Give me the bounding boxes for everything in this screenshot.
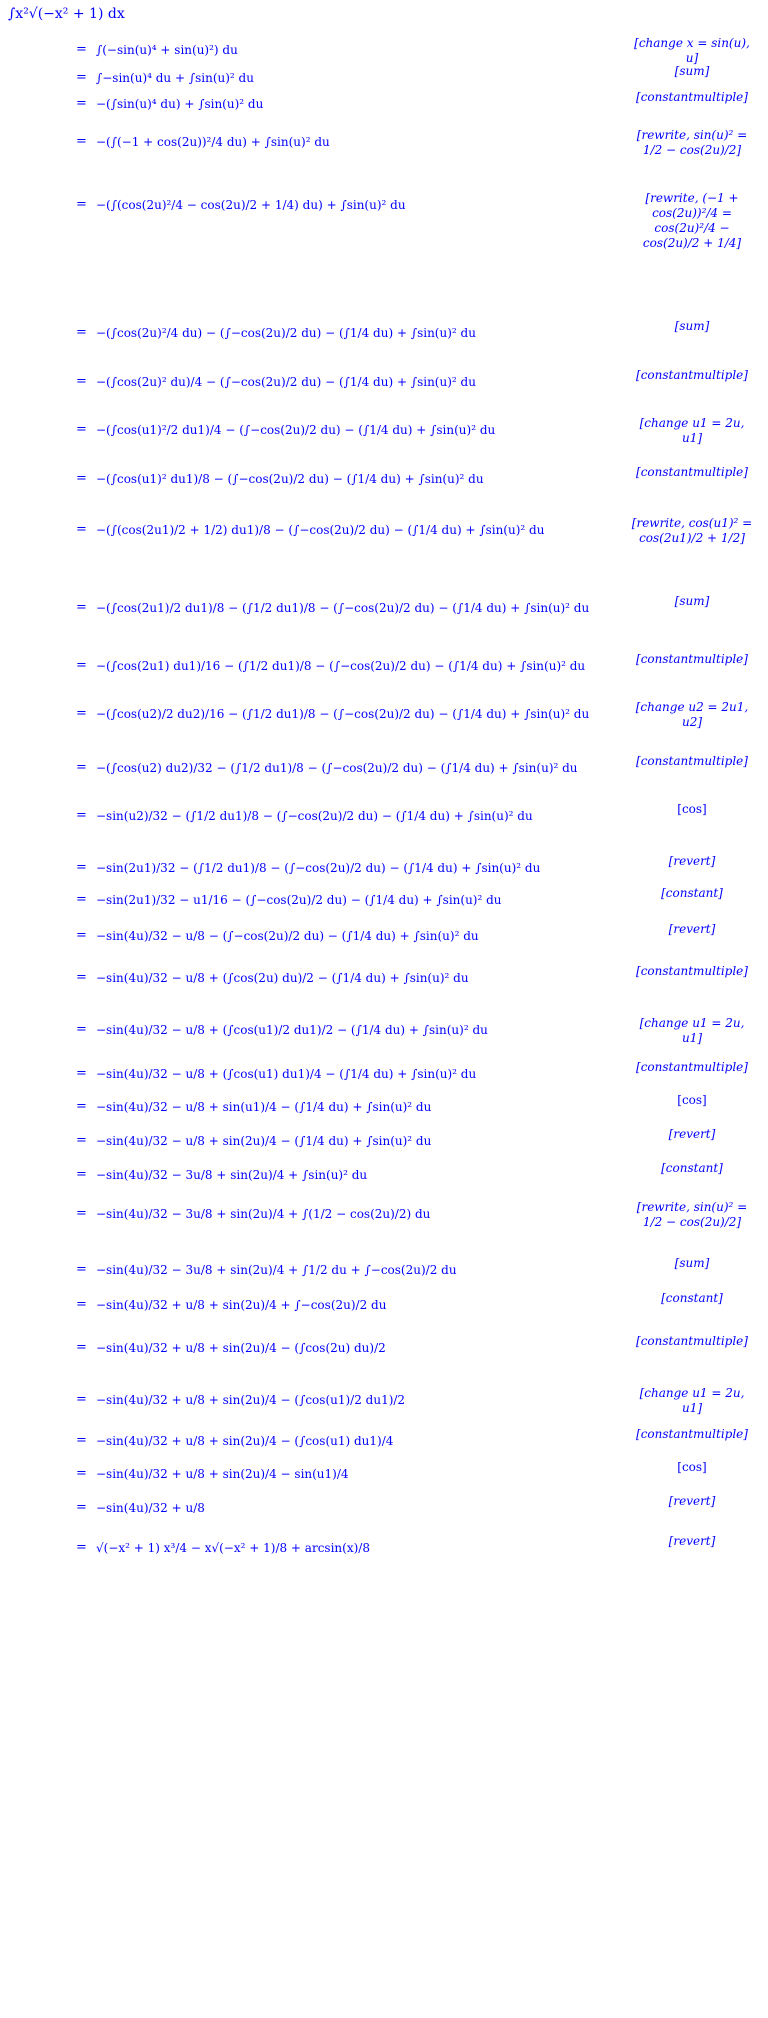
step-expression: −(∫(cos(2u1)/2 + 1/2) du1)/8 − (∫−cos(2u)/2 du) − (∫1/4 du) + ∫sin(u)² du bbox=[96, 523, 545, 537]
step-expression: √(−x² + 1) x³/4 − x√(−x² + 1)/8 + arcsin(x)/8 bbox=[96, 1541, 370, 1555]
step-rule: [rewrite, cos(u1)² = cos(2u1)/2 + 1/2] bbox=[631, 516, 753, 545]
equals-sign: = bbox=[76, 1133, 87, 1148]
step-rule: [revert] bbox=[668, 1534, 716, 1548]
step-expression: −(∫cos(2u)²/4 du) − (∫−cos(2u)/2 du) − (∫1/4 du) + ∫sin(u)² du bbox=[96, 326, 476, 340]
step-rule: [constantmultiple] bbox=[636, 465, 748, 479]
step-expression: −sin(4u)/32 + u/8 bbox=[96, 1501, 205, 1515]
step-rule: [sum] bbox=[674, 1256, 710, 1270]
step-rule: [sum] bbox=[674, 64, 710, 78]
step-expression: −(∫sin(u)⁴ du) + ∫sin(u)² du bbox=[96, 97, 264, 111]
equals-sign: = bbox=[76, 1340, 87, 1355]
step-expression: −(∫cos(2u)² du)/4 − (∫−cos(2u)/2 du) − (∫1/4 du) + ∫sin(u)² du bbox=[96, 375, 476, 389]
equals-sign: = bbox=[76, 1167, 87, 1182]
step-rule: [sum] bbox=[674, 594, 710, 608]
equals-sign: = bbox=[76, 1206, 87, 1221]
step-rule: [constantmultiple] bbox=[636, 964, 748, 978]
equals-sign: = bbox=[76, 1392, 87, 1407]
step-expression: −sin(4u)/32 − 3u/8 + sin(2u)/4 + ∫(1/2 − cos(2u)/2) du bbox=[96, 1207, 431, 1221]
step-expression: −sin(4u)/32 − u/8 + (∫cos(u1) du1)/4 − (∫1/4 du) + ∫sin(u)² du bbox=[96, 1067, 477, 1081]
step-expression: −(∫cos(u2) du2)/32 − (∫1/2 du1)/8 − (∫−cos(2u)/2 du) − (∫1/4 du) + ∫sin(u)² du bbox=[96, 761, 578, 775]
equals-sign: = bbox=[76, 1099, 87, 1114]
step-rule: [constantmultiple] bbox=[636, 90, 748, 104]
step-expression: −sin(4u)/32 − 3u/8 + sin(2u)/4 + ∫1/2 du + ∫−cos(2u)/2 du bbox=[96, 1263, 457, 1277]
step-rule: [cos] bbox=[677, 1093, 707, 1107]
step-expression: −sin(4u)/32 − u/8 − (∫−cos(2u)/2 du) − (∫1/4 du) + ∫sin(u)² du bbox=[96, 929, 479, 943]
equals-sign: = bbox=[76, 1022, 87, 1037]
step-rule: [revert] bbox=[668, 854, 716, 868]
step-rule: [constant] bbox=[661, 1291, 723, 1305]
step-rule: [constantmultiple] bbox=[636, 754, 748, 768]
equals-sign: = bbox=[76, 658, 87, 673]
step-rule: [rewrite, sin(u)² = 1/2 − cos(2u)/2] bbox=[636, 128, 748, 157]
step-rule: [revert] bbox=[668, 1494, 716, 1508]
step-expression: −sin(4u)/32 − u/8 + (∫cos(u1)/2 du1)/2 − (∫1/4 du) + ∫sin(u)² du bbox=[96, 1023, 488, 1037]
step-expression: −sin(4u)/32 − u/8 + sin(2u)/4 − (∫1/4 du) + ∫sin(u)² du bbox=[96, 1134, 432, 1148]
step-rule: [revert] bbox=[668, 1127, 716, 1141]
step-expression: ∫(−sin(u)⁴ + sin(u)²) du bbox=[96, 43, 238, 57]
equals-sign: = bbox=[76, 374, 87, 389]
equals-sign: = bbox=[76, 70, 87, 85]
equals-sign: = bbox=[76, 422, 87, 437]
step-expression: −sin(4u)/32 + u/8 + sin(2u)/4 − sin(u1)/4 bbox=[96, 1467, 349, 1481]
equals-sign: = bbox=[76, 1466, 87, 1481]
equals-sign: = bbox=[76, 1297, 87, 1312]
step-expression: −sin(4u)/32 − u/8 + (∫cos(2u) du)/2 − (∫1/4 du) + ∫sin(u)² du bbox=[96, 971, 469, 985]
step-rule: [change u2 = 2u1, u2] bbox=[635, 700, 749, 729]
equals-sign: = bbox=[76, 860, 87, 875]
step-rule: [constant] bbox=[661, 1161, 723, 1175]
step-rule: [constantmultiple] bbox=[636, 368, 748, 382]
step-rule: [constantmultiple] bbox=[636, 1060, 748, 1074]
equals-sign: = bbox=[76, 1540, 87, 1555]
equals-sign: = bbox=[76, 808, 87, 823]
equals-sign: = bbox=[76, 197, 87, 212]
equals-sign: = bbox=[76, 928, 87, 943]
step-expression: −sin(4u)/32 + u/8 + sin(2u)/4 + ∫−cos(2u)/2 du bbox=[96, 1298, 387, 1312]
equals-sign: = bbox=[76, 1262, 87, 1277]
step-rule: [constantmultiple] bbox=[636, 652, 748, 666]
equals-sign: = bbox=[76, 1500, 87, 1515]
step-rule: [revert] bbox=[668, 922, 716, 936]
step-expression: −(∫cos(2u1)/2 du1)/8 − (∫1/2 du1)/8 − (∫−cos(2u)/2 du) − (∫1/4 du) + ∫sin(u)² du bbox=[96, 601, 590, 615]
step-expression: −(∫cos(u1)² du1)/8 − (∫−cos(2u)/2 du) − (∫1/4 du) + ∫sin(u)² du bbox=[96, 472, 484, 486]
step-rule: [constantmultiple] bbox=[636, 1427, 748, 1441]
step-rule: [change x = sin(u), u] bbox=[634, 36, 750, 65]
equals-sign: = bbox=[76, 600, 87, 615]
step-rule: [cos] bbox=[677, 1460, 707, 1474]
step-rule: [change u1 = 2u, u1] bbox=[639, 1386, 745, 1415]
equals-sign: = bbox=[76, 325, 87, 340]
step-rule: [sum] bbox=[674, 319, 710, 333]
step-rule: [rewrite, sin(u)² = 1/2 − cos(2u)/2] bbox=[636, 1200, 748, 1229]
step-rule: [constant] bbox=[661, 886, 723, 900]
equals-sign: = bbox=[76, 471, 87, 486]
step-expression: −sin(u2)/32 − (∫1/2 du1)/8 − (∫−cos(2u)/2 du) − (∫1/4 du) + ∫sin(u)² du bbox=[96, 809, 533, 823]
equals-sign: = bbox=[76, 96, 87, 111]
equals-sign: = bbox=[76, 134, 87, 149]
step-rule: [change u1 = 2u, u1] bbox=[639, 1016, 745, 1045]
step-expression: −(∫cos(u2)/2 du2)/16 − (∫1/2 du1)/8 − (∫−cos(2u)/2 du) − (∫1/4 du) + ∫sin(u)² du bbox=[96, 707, 590, 721]
equals-sign: = bbox=[76, 522, 87, 537]
step-expression: ∫−sin(u)⁴ du + ∫sin(u)² du bbox=[96, 71, 254, 85]
step-expression: −sin(4u)/32 + u/8 + sin(2u)/4 − (∫cos(2u) du)/2 bbox=[96, 1341, 386, 1355]
step-expression: −sin(2u1)/32 − u1/16 − (∫−cos(2u)/2 du) − (∫1/4 du) + ∫sin(u)² du bbox=[96, 893, 502, 907]
step-rule: [rewrite, (−1 + cos(2u))²/4 = cos(2u)²/4 − cos(2u)/2 + 1/4] bbox=[642, 191, 742, 250]
step-expression: −(∫cos(u1)²/2 du1)/4 − (∫−cos(2u)/2 du) − (∫1/4 du) + ∫sin(u)² du bbox=[96, 423, 496, 437]
step-rule: [cos] bbox=[677, 802, 707, 816]
step-expression: −(∫(cos(2u)²/4 − cos(2u)/2 + 1/4) du) + ∫sin(u)² du bbox=[96, 198, 406, 212]
integral-title: ∫x²√(−x² + 1) dx bbox=[8, 6, 125, 22]
step-expression: −sin(4u)/32 − u/8 + sin(u1)/4 − (∫1/4 du) + ∫sin(u)² du bbox=[96, 1100, 432, 1114]
step-rule: [change u1 = 2u, u1] bbox=[639, 416, 745, 445]
equals-sign: = bbox=[76, 760, 87, 775]
step-expression: −sin(4u)/32 + u/8 + sin(2u)/4 − (∫cos(u1) du1)/4 bbox=[96, 1434, 394, 1448]
equals-sign: = bbox=[76, 706, 87, 721]
equals-sign: = bbox=[76, 1066, 87, 1081]
step-expression: −sin(4u)/32 + u/8 + sin(2u)/4 − (∫cos(u1)/2 du1)/2 bbox=[96, 1393, 406, 1407]
step-expression: −sin(2u1)/32 − (∫1/2 du1)/8 − (∫−cos(2u)/2 du) − (∫1/4 du) + ∫sin(u)² du bbox=[96, 861, 541, 875]
step-expression: −sin(4u)/32 − 3u/8 + sin(2u)/4 + ∫sin(u)² du bbox=[96, 1168, 368, 1182]
equals-sign: = bbox=[76, 892, 87, 907]
step-expression: −(∫cos(2u1) du1)/16 − (∫1/2 du1)/8 − (∫−cos(2u)/2 du) − (∫1/4 du) + ∫sin(u)² du bbox=[96, 659, 586, 673]
equals-sign: = bbox=[76, 970, 87, 985]
step-expression: −(∫(−1 + cos(2u))²/4 du) + ∫sin(u)² du bbox=[96, 135, 330, 149]
step-rule: [constantmultiple] bbox=[636, 1334, 748, 1348]
equals-sign: = bbox=[76, 42, 87, 57]
equals-sign: = bbox=[76, 1433, 87, 1448]
